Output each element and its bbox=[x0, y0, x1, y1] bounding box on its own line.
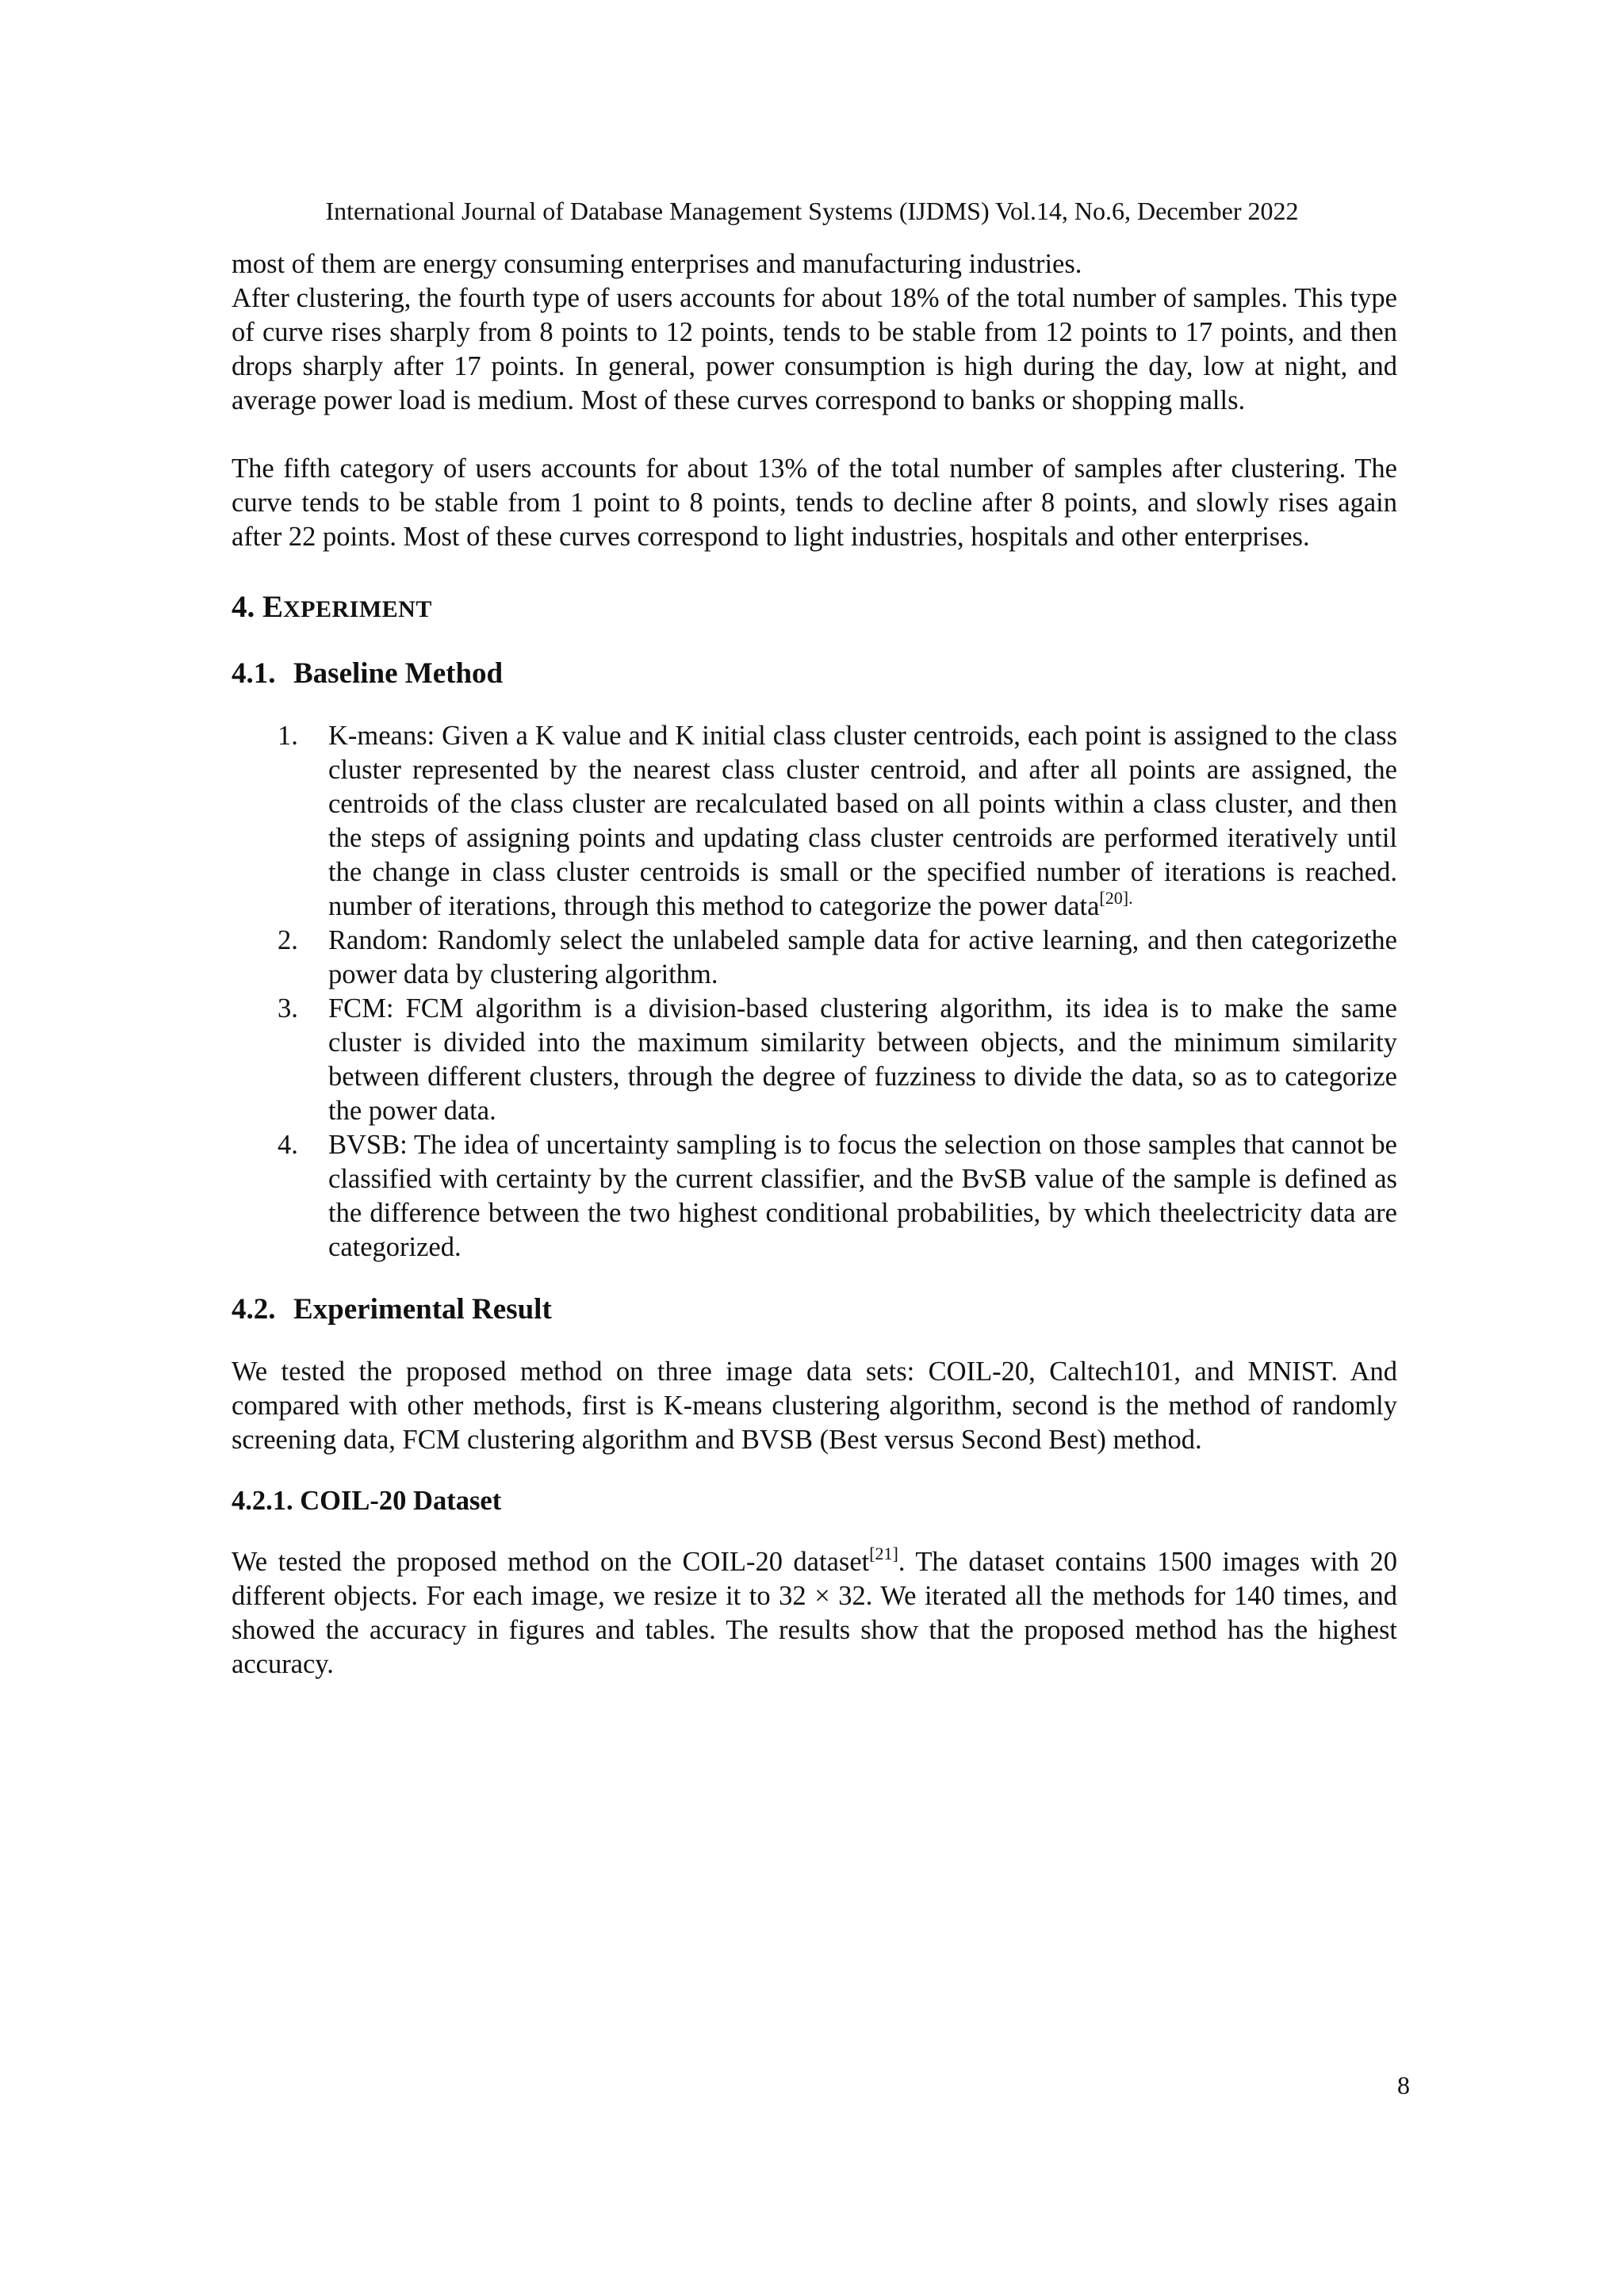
page-content bbox=[232, 247, 1397, 1682]
list-item bbox=[232, 719, 1397, 924]
spacer bbox=[232, 554, 1397, 588]
paragraph-intro: most of them are energy consuming enterprises and manufacturing industries. bbox=[232, 249, 1082, 279]
subsection-number: 4.2. bbox=[232, 1293, 276, 1326]
subsubsection-heading-coil20: 4.2.1. COIL-20 Dataset bbox=[232, 1486, 502, 1516]
spacer bbox=[232, 1265, 1397, 1292]
paragraph-fifth-category: The fifth category of users accounts for about 13% of the total number of samples after clustering. The curve tends to be stable from 1 point to 8 points, tends to decline after 8 points, and slowly rises again after 22 points. Most of these curves correspond to light industries, hospitals and other enterprises. bbox=[232, 453, 1397, 552]
list-marker: 3. bbox=[278, 993, 298, 1024]
paragraph-coil20 bbox=[232, 1545, 1397, 1682]
paragraph-experimental-result: We tested the proposed method on three image data sets: COIL-20, Caltech101, and MNIST. And compared with other methods, first is K-means clustering algorithm, second is the method of randomly screening data, FCM clustering algorithm and BVSB (Best versus Second Best) method. bbox=[232, 1357, 1397, 1455]
section-number: 4. bbox=[232, 590, 255, 624]
subsection-heading-experimental-result bbox=[232, 1292, 1397, 1328]
spacer bbox=[232, 1457, 1397, 1484]
spacer bbox=[232, 1328, 1397, 1355]
list-marker: 4. bbox=[278, 1130, 298, 1160]
spacer bbox=[232, 418, 1397, 452]
subsection-title: Experimental Result bbox=[293, 1293, 552, 1326]
list-item-text: K-means: Given a K value and K initial class cluster centroids, each point is assigned to the class cluster represented by the nearest class cluster centroid, and after all points are assigned, the centroids of the class cluster are recalculated based on all points within a class cluster, and then the steps of assigning points and updating class cluster centroids are performed iteratively until the change in class cluster centroids is small or the specified number of iterations is reached. number of iterations, through this method to categorize the power data bbox=[328, 721, 1397, 921]
list-item bbox=[232, 992, 1397, 1128]
list-marker: 1. bbox=[278, 721, 298, 751]
paragraph-text: We tested the proposed method on the COIL-20 dataset bbox=[232, 1547, 870, 1577]
baseline-methods-list bbox=[232, 719, 1397, 1265]
subsection-title: Baseline Method bbox=[293, 657, 504, 690]
list-item-text: BVSB: The idea of uncertainty sampling is to focus the selection on those samples that cannot be classified with certainty by the current classifier, and the BvSB value of the sample is defined as the difference between the two highest conditional probabilities, by which theelectricity data are categorized. bbox=[328, 1130, 1397, 1262]
section-title-rest: XPERIMENT bbox=[283, 596, 432, 622]
paragraph-text: . The dataset contains 1500 images with 20 different objects. For each image, we resize it to 32 × 32. We iterated all the methods for 140 times, and showed the accuracy in figures and tables. The results show that the proposed method has the highest accuracy. bbox=[232, 1547, 1398, 1679]
paragraph-fourth-category: After clustering, the fourth type of users accounts for about 18% of the total number of samples. This type of curve rises sharply from 8 points to 12 points, tends to be stable from 12 points to 17 points, and then drops sharply after 17 points. In general, power consumption is high during the day, low at night, and average power load is medium. Most of these curves correspond to banks or shopping malls. bbox=[232, 283, 1397, 415]
list-item bbox=[232, 1128, 1397, 1265]
citation-ref: [21] bbox=[869, 1544, 898, 1563]
running-header: International Journal of Database Management Systems (IJDMS) Vol.14, No.6, December 2022 bbox=[325, 197, 1299, 225]
page-number: 8 bbox=[1397, 2071, 1410, 2099]
spacer bbox=[232, 629, 1397, 656]
list-item bbox=[232, 924, 1397, 992]
spacer bbox=[232, 692, 1397, 719]
list-item-text: FCM: FCM algorithm is a division-based clustering algorithm, its idea is to make the same cluster is divided into the maximum similarity between objects, and the minimum similarity between different clusters, through the degree of fuzziness to divide the data, so as to categorize the power data. bbox=[328, 993, 1397, 1126]
section-heading-experiment bbox=[232, 588, 1397, 629]
spacer bbox=[232, 1518, 1397, 1545]
section-title-initial: E bbox=[262, 590, 284, 624]
citation-ref: [20]. bbox=[1099, 888, 1133, 908]
list-item-text: Random: Randomly select the unlabeled sample data for active learning, and then categorizethe power data by clustering algorithm. bbox=[328, 925, 1397, 989]
subsection-number: 4.1. bbox=[232, 657, 276, 690]
subsection-heading-baseline bbox=[232, 656, 1397, 692]
list-marker: 2. bbox=[278, 925, 298, 955]
